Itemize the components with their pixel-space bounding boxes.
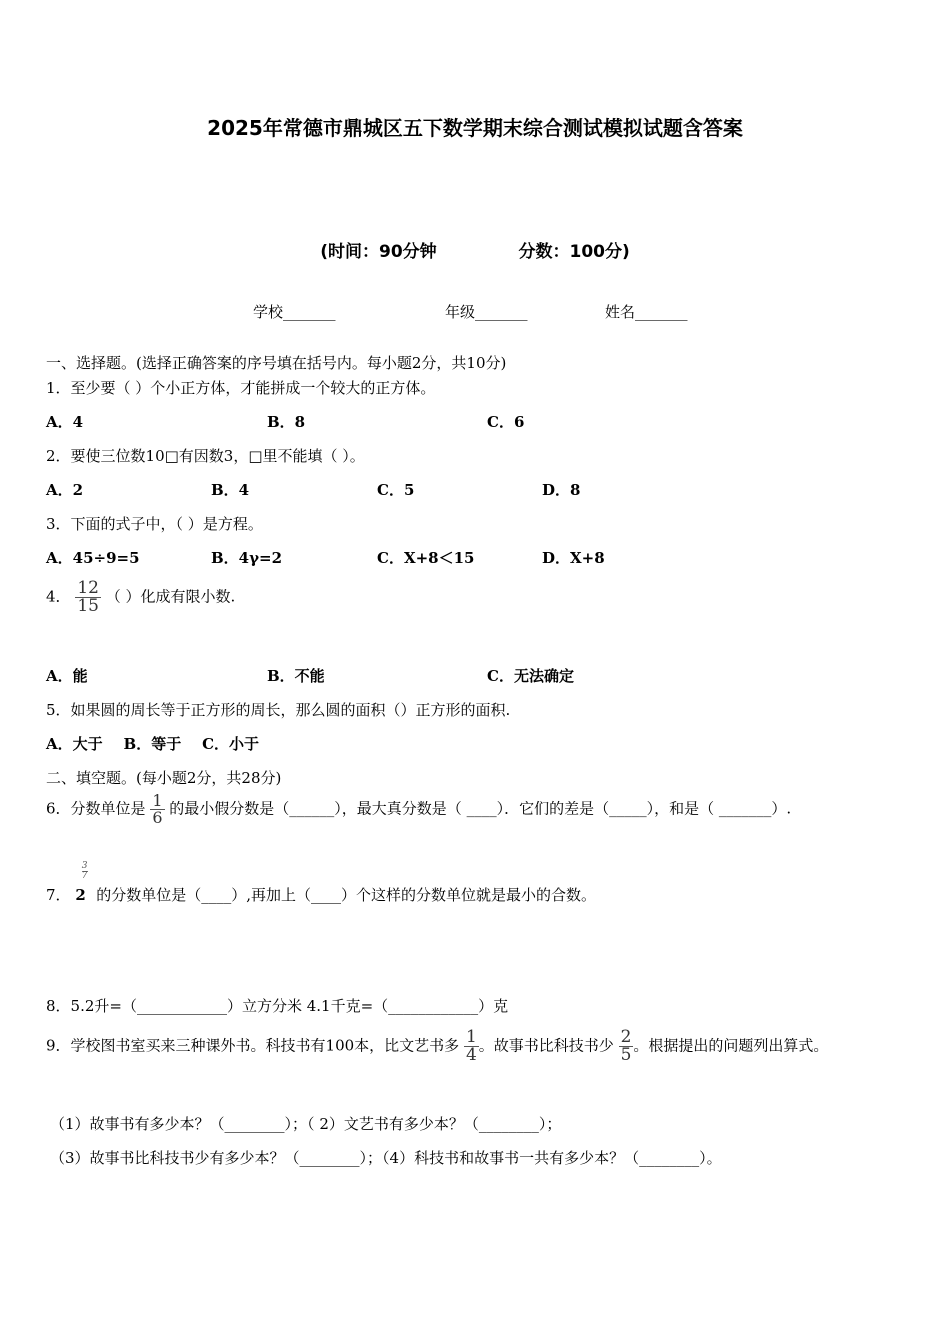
school-field: 学校_______ (253, 303, 336, 321)
q1-stem: 1．至少要（ ）个小正方体，才能拼成一个较大的正方体。 (46, 379, 436, 397)
q9-part-line-1: （1）故事书有多少本？（________）；（ 2）文艺书有多少本？（________）； (50, 1115, 562, 1133)
q9-part-line-2: （3）故事书比科技书少有多少本？（________）；（4）科技书和故事书一共有多少本？（________）。 (50, 1149, 722, 1167)
q4-option-a: A．能 (46, 667, 88, 685)
q6-numerator: 1 (152, 791, 163, 810)
q9-numerator-1: 1 (465, 1027, 477, 1047)
q7-prefix: 7． (46, 886, 71, 904)
q6-stem (46, 793, 791, 826)
q3-option-a: A．45÷9=5 (46, 549, 140, 567)
q2-option-d: D．8 (542, 481, 581, 499)
q4-fraction (75, 580, 101, 615)
q4-rest: （ ）化成有限小数. (105, 587, 236, 606)
q9-rest: 。根据提出的问题列出算式。 (633, 1036, 829, 1055)
q4-option-c: C．无法确定 (487, 667, 574, 685)
section1-heading: 一、选择题。(选择正确答案的序号填在括号内。每小题2分，共10分) (46, 354, 507, 372)
q3-option-c: C．X+8＜15 (377, 549, 475, 567)
q1-option-c: C．6 (487, 413, 525, 431)
q1-option-a: A．4 (46, 413, 84, 431)
q6-prefix: 6．分数单位是 (46, 799, 146, 818)
q6-rest: 的最小假分数是（______），最大真分数是（ ____）．它们的差是（_____），和是（ _______）. (169, 799, 792, 818)
q9-fraction-2 (619, 1029, 634, 1064)
q9-denominator-1: 4 (465, 1045, 477, 1065)
q4-option-b: B．不能 (267, 667, 325, 685)
q7-fraction (82, 862, 88, 881)
q3-option-d: D．X+8 (542, 549, 605, 567)
q3-stem: 3．下面的式子中，（ ）是方程。 (46, 515, 263, 533)
q8-stem: 8．5.2升=（____________）立方分米 4.1千克=（____________）克 (46, 997, 509, 1015)
q7-stem (46, 861, 597, 905)
q9-denominator-2: 5 (620, 1045, 632, 1065)
grade-field: 年级_______ (445, 303, 528, 321)
q7-denominator: 7 (81, 871, 88, 881)
q6-denominator: 6 (152, 808, 163, 827)
total-score: 分数：100分) (518, 242, 630, 262)
exam-subtitle (0, 237, 950, 262)
q1-option-b: B．8 (267, 413, 306, 431)
q9-numerator-2: 2 (620, 1027, 632, 1047)
q5-stem: 5．如果圆的周长等于正方形的周长，那么圆的面积（）正方形的面积. (46, 701, 511, 719)
page-title: 2025年常德市鼎城区五下数学期末综合测试模拟试题含答案 (207, 116, 743, 140)
q4-stem (46, 580, 235, 615)
q3-option-b: B．4γ=2 (211, 549, 283, 567)
q9-fraction-1 (464, 1029, 479, 1064)
q2-stem: 2．要使三位数10□有因数3，□里不能填（ ）。 (46, 447, 365, 465)
q9-mid: 。故事书比科技书少 (478, 1036, 614, 1055)
q9-stem (46, 1029, 828, 1064)
q6-fraction (150, 793, 164, 826)
q2-option-a: A．2 (46, 481, 84, 499)
q7-whole: 2 (75, 886, 86, 904)
q4-prefix: 4． (46, 587, 71, 606)
q5-options: A．大于 B．等于 C．小于 (46, 735, 260, 753)
q4-denominator: 15 (77, 596, 99, 616)
name-field: 姓名_______ (605, 303, 688, 321)
time-limit: (时间：90分钟 (320, 242, 437, 262)
q7-rest: 的分数单位是（____）,再加上（____）个这样的分数单位就是最小的合数。 (96, 886, 597, 904)
q2-option-b: B．4 (211, 481, 250, 499)
q9-prefix: 9．学校图书室买来三种课外书。科技书有100本，比文艺书多 (46, 1036, 460, 1055)
q4-numerator: 12 (77, 578, 99, 598)
section2-heading: 二、填空题。(每小题2分，共28分) (46, 769, 282, 787)
q2-option-c: C．5 (377, 481, 415, 499)
q7-numerator: 3 (81, 861, 88, 871)
